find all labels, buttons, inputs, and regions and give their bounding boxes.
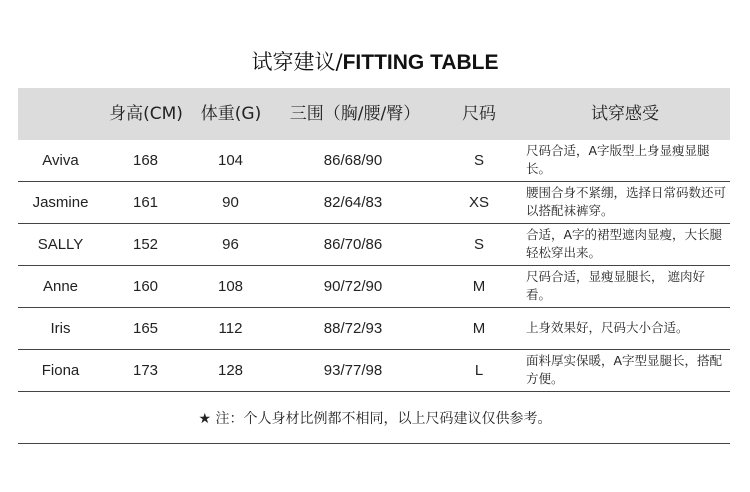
model-name: Fiona [41, 362, 80, 379]
model-measurements: 86/68/90 [323, 152, 383, 169]
model-size: S [473, 152, 484, 169]
model-measurements: 88/72/93 [323, 320, 383, 337]
model-height: 165 [132, 320, 159, 337]
model-height: 160 [132, 278, 159, 295]
model-size: XS [468, 194, 489, 211]
model-size: S [473, 236, 484, 253]
model-measurements: 86/70/86 [323, 236, 383, 253]
row-divider [18, 391, 730, 392]
table-row [18, 182, 730, 224]
model-height: 168 [132, 152, 159, 169]
bottom-divider [18, 443, 730, 444]
title-cn: 试穿建议/ [251, 50, 343, 74]
model-name: Aviva [42, 152, 79, 169]
model-weight: 128 [217, 362, 244, 379]
header-measurements: 三围（胸/腰/臀） [289, 104, 421, 124]
fitting-feedback: 尺码合适，显瘦显腿长， 遮肉好看。 [526, 269, 705, 302]
table-row [18, 266, 730, 308]
model-measurements: 82/64/83 [323, 194, 383, 211]
header-size: 尺码 [462, 104, 496, 124]
page-title [0, 46, 750, 76]
disclaimer-note: ★ 注：个人身材比例都不相同，以上尺码建议仅供参考。 [198, 411, 552, 427]
model-size: M [472, 278, 486, 295]
model-size: M [472, 320, 486, 337]
fitting-feedback: 上身效果好，尺码大小合适。 [526, 320, 689, 335]
model-name: SALLY [37, 236, 84, 253]
model-weight: 96 [222, 236, 239, 253]
table-row [18, 308, 730, 350]
model-measurements: 90/72/90 [323, 278, 383, 295]
model-measurements: 93/77/98 [323, 362, 383, 379]
header-feedback: 试穿感受 [591, 104, 659, 124]
fitting-feedback: 合适，A字的裙型遮肉显瘦，大长腿轻松穿出来。 [526, 227, 723, 260]
table-row [18, 224, 730, 266]
table-row [18, 140, 730, 182]
table-row [18, 350, 730, 392]
model-height: 173 [132, 362, 159, 379]
model-weight: 112 [218, 320, 243, 337]
fitting-feedback: 尺码合适，A字版型上身显瘦显腿长。 [526, 143, 710, 176]
model-size: L [474, 362, 484, 379]
model-height: 161 [132, 194, 159, 211]
model-weight: 90 [222, 194, 239, 211]
title-en: FITTING TABLE [342, 51, 499, 74]
model-weight: 108 [217, 278, 244, 295]
model-weight: 104 [217, 152, 244, 169]
header-height: 身高(CM) [109, 104, 183, 124]
model-name: Iris [50, 320, 71, 337]
model-name: Jasmine [32, 194, 89, 211]
model-height: 152 [132, 236, 159, 253]
fitting-feedback: 面料厚实保暖，A字型显腿长，搭配方便。 [526, 353, 723, 386]
model-name: Anne [42, 278, 79, 295]
header-weight: 体重(G) [200, 104, 262, 124]
fitting-feedback: 腰围合身不紧绷，选择日常码数还可以搭配袜裤穿。 [526, 185, 727, 218]
